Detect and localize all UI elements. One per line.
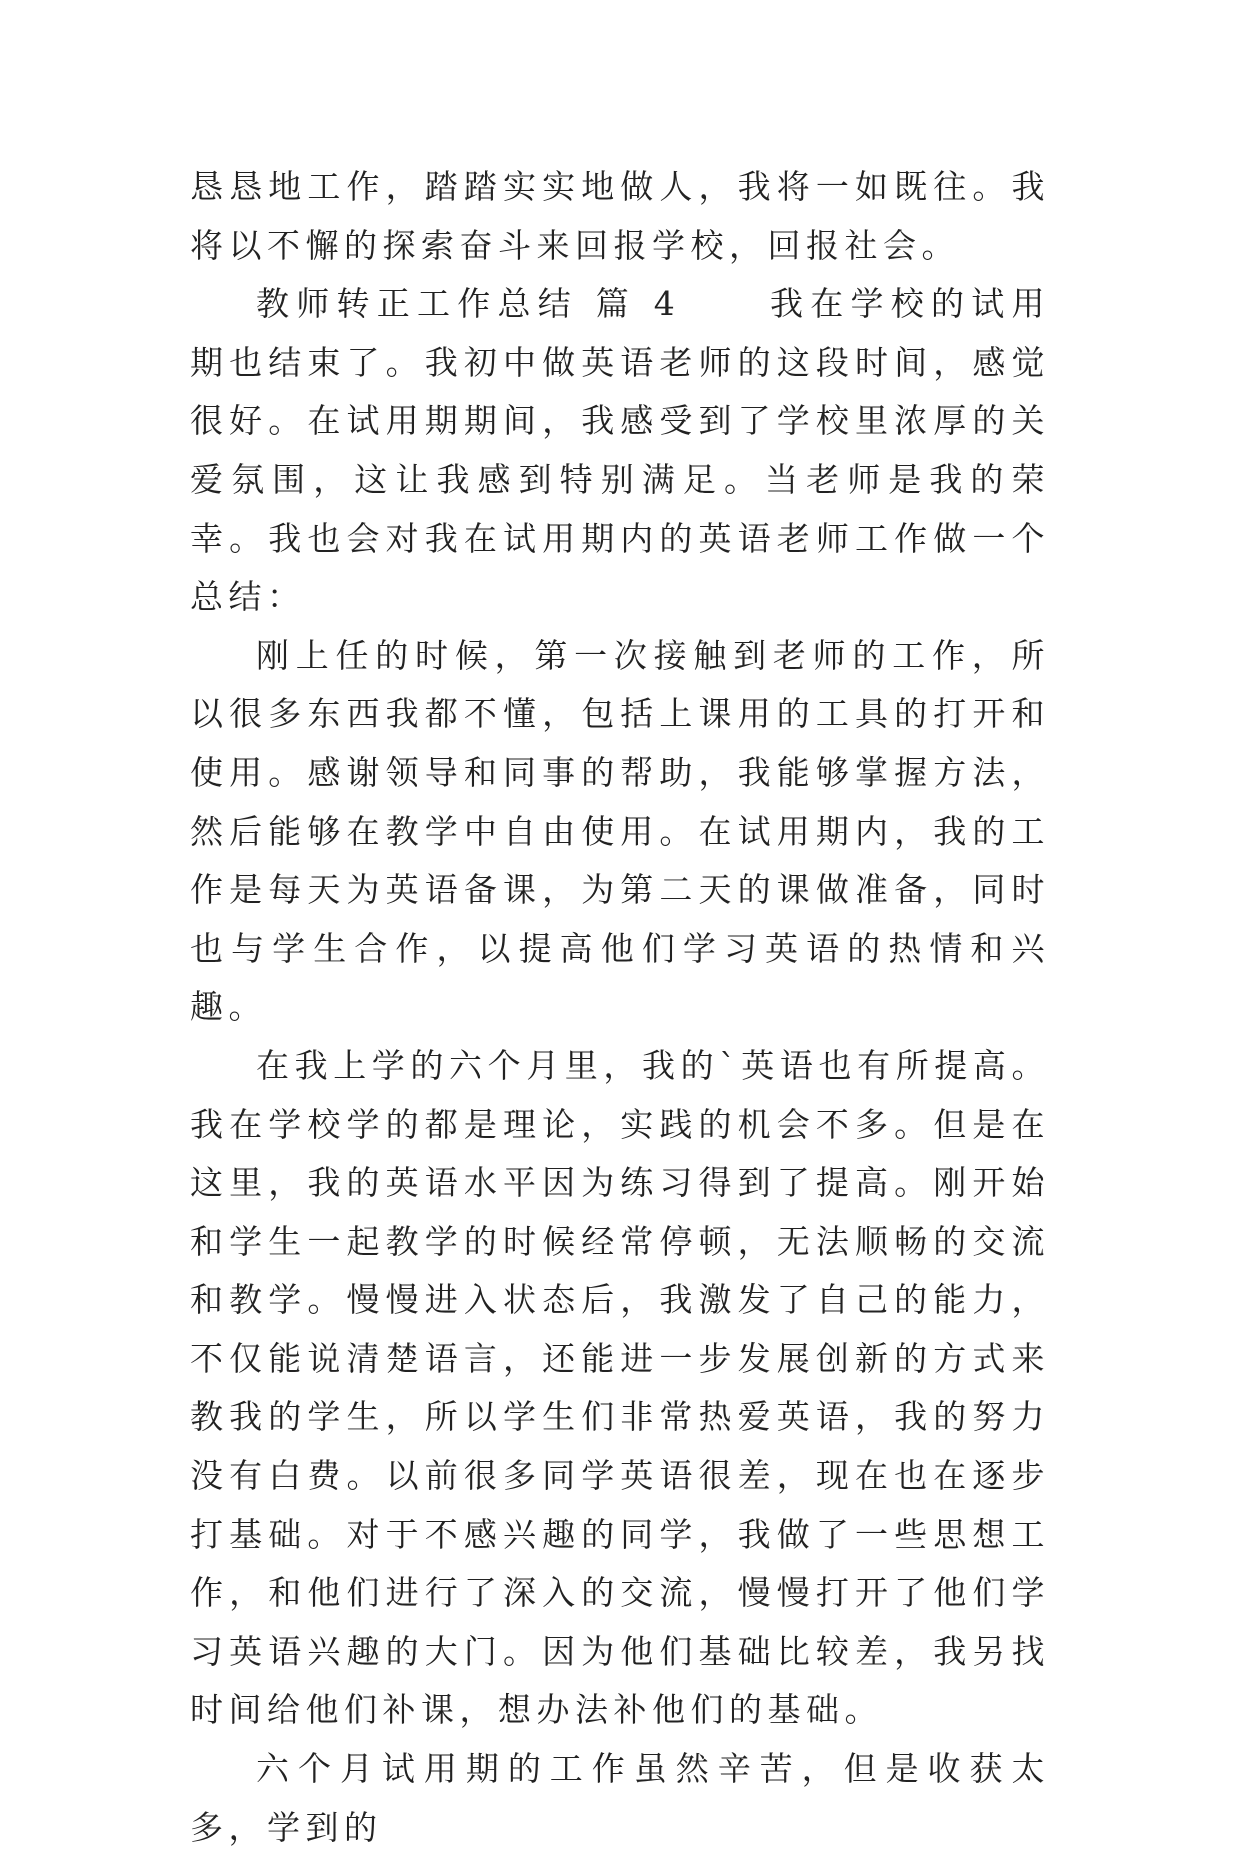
paragraph: 在我上学的六个月里，我的`英语也有所提高。我在学校学的都是理论，实践的机会不多。但是在这里，我的英语水平因为练习得到了提高。刚开始和学生一起教学的时候经常停顿，无法顺畅的交流和教学。慢慢进入状态后，我激发了自己的能力，不仅能说清楚语言，还能进一步发展创新的方式来教我的学生，所以学生们非常热爱英语，我的努力没有白费。以前很多同学英语很差，现在也在逐步打基础。对于不感兴趣的同学，我做了一些思想工作，和他们进行了深入的交流，慢慢打开了他们学习英语兴趣的大门。因为他们基础比较差，我另找时间给他们补课，想办法补他们的基础。 [190, 1045, 1050, 1730]
document-body [190, 158, 1050, 1857]
paragraph-text: 我在学校的试用期也结束了。我初中做英语老师的这段时间，感觉很好。在试用期期间，我感受到了学校里浓厚的关爱氛围，这让我感到特别满足。当老师是我的荣幸。我也会对我在试用期内的英语老师工作做一个总结： [190, 284, 1051, 617]
section-heading: 教师转正工作总结 篇 4 [256, 284, 681, 324]
paragraph: 六个月试用期的工作虽然辛苦，但是收获太多，学到的 [190, 1749, 1050, 1847]
paragraph-section-heading [190, 275, 1050, 627]
paragraph-continuation: 恳恳地工作，踏踏实实地做人，我将一如既往。我将以不懈的探索奋斗来回报学校，回报社会。 [190, 167, 1050, 265]
paragraph: 刚上任的时候，第一次接触到老师的工作，所以很多东西我都不懂，包括上课用的工具的打开和使用。感谢领导和同事的帮助，我能够掌握方法，然后能够在教学中自由使用。在试用期内，我的工作是每天为英语备课，为第二天的课做准备，同时也与学生合作，以提高他们学习英语的热情和兴趣。 [190, 635, 1050, 1027]
